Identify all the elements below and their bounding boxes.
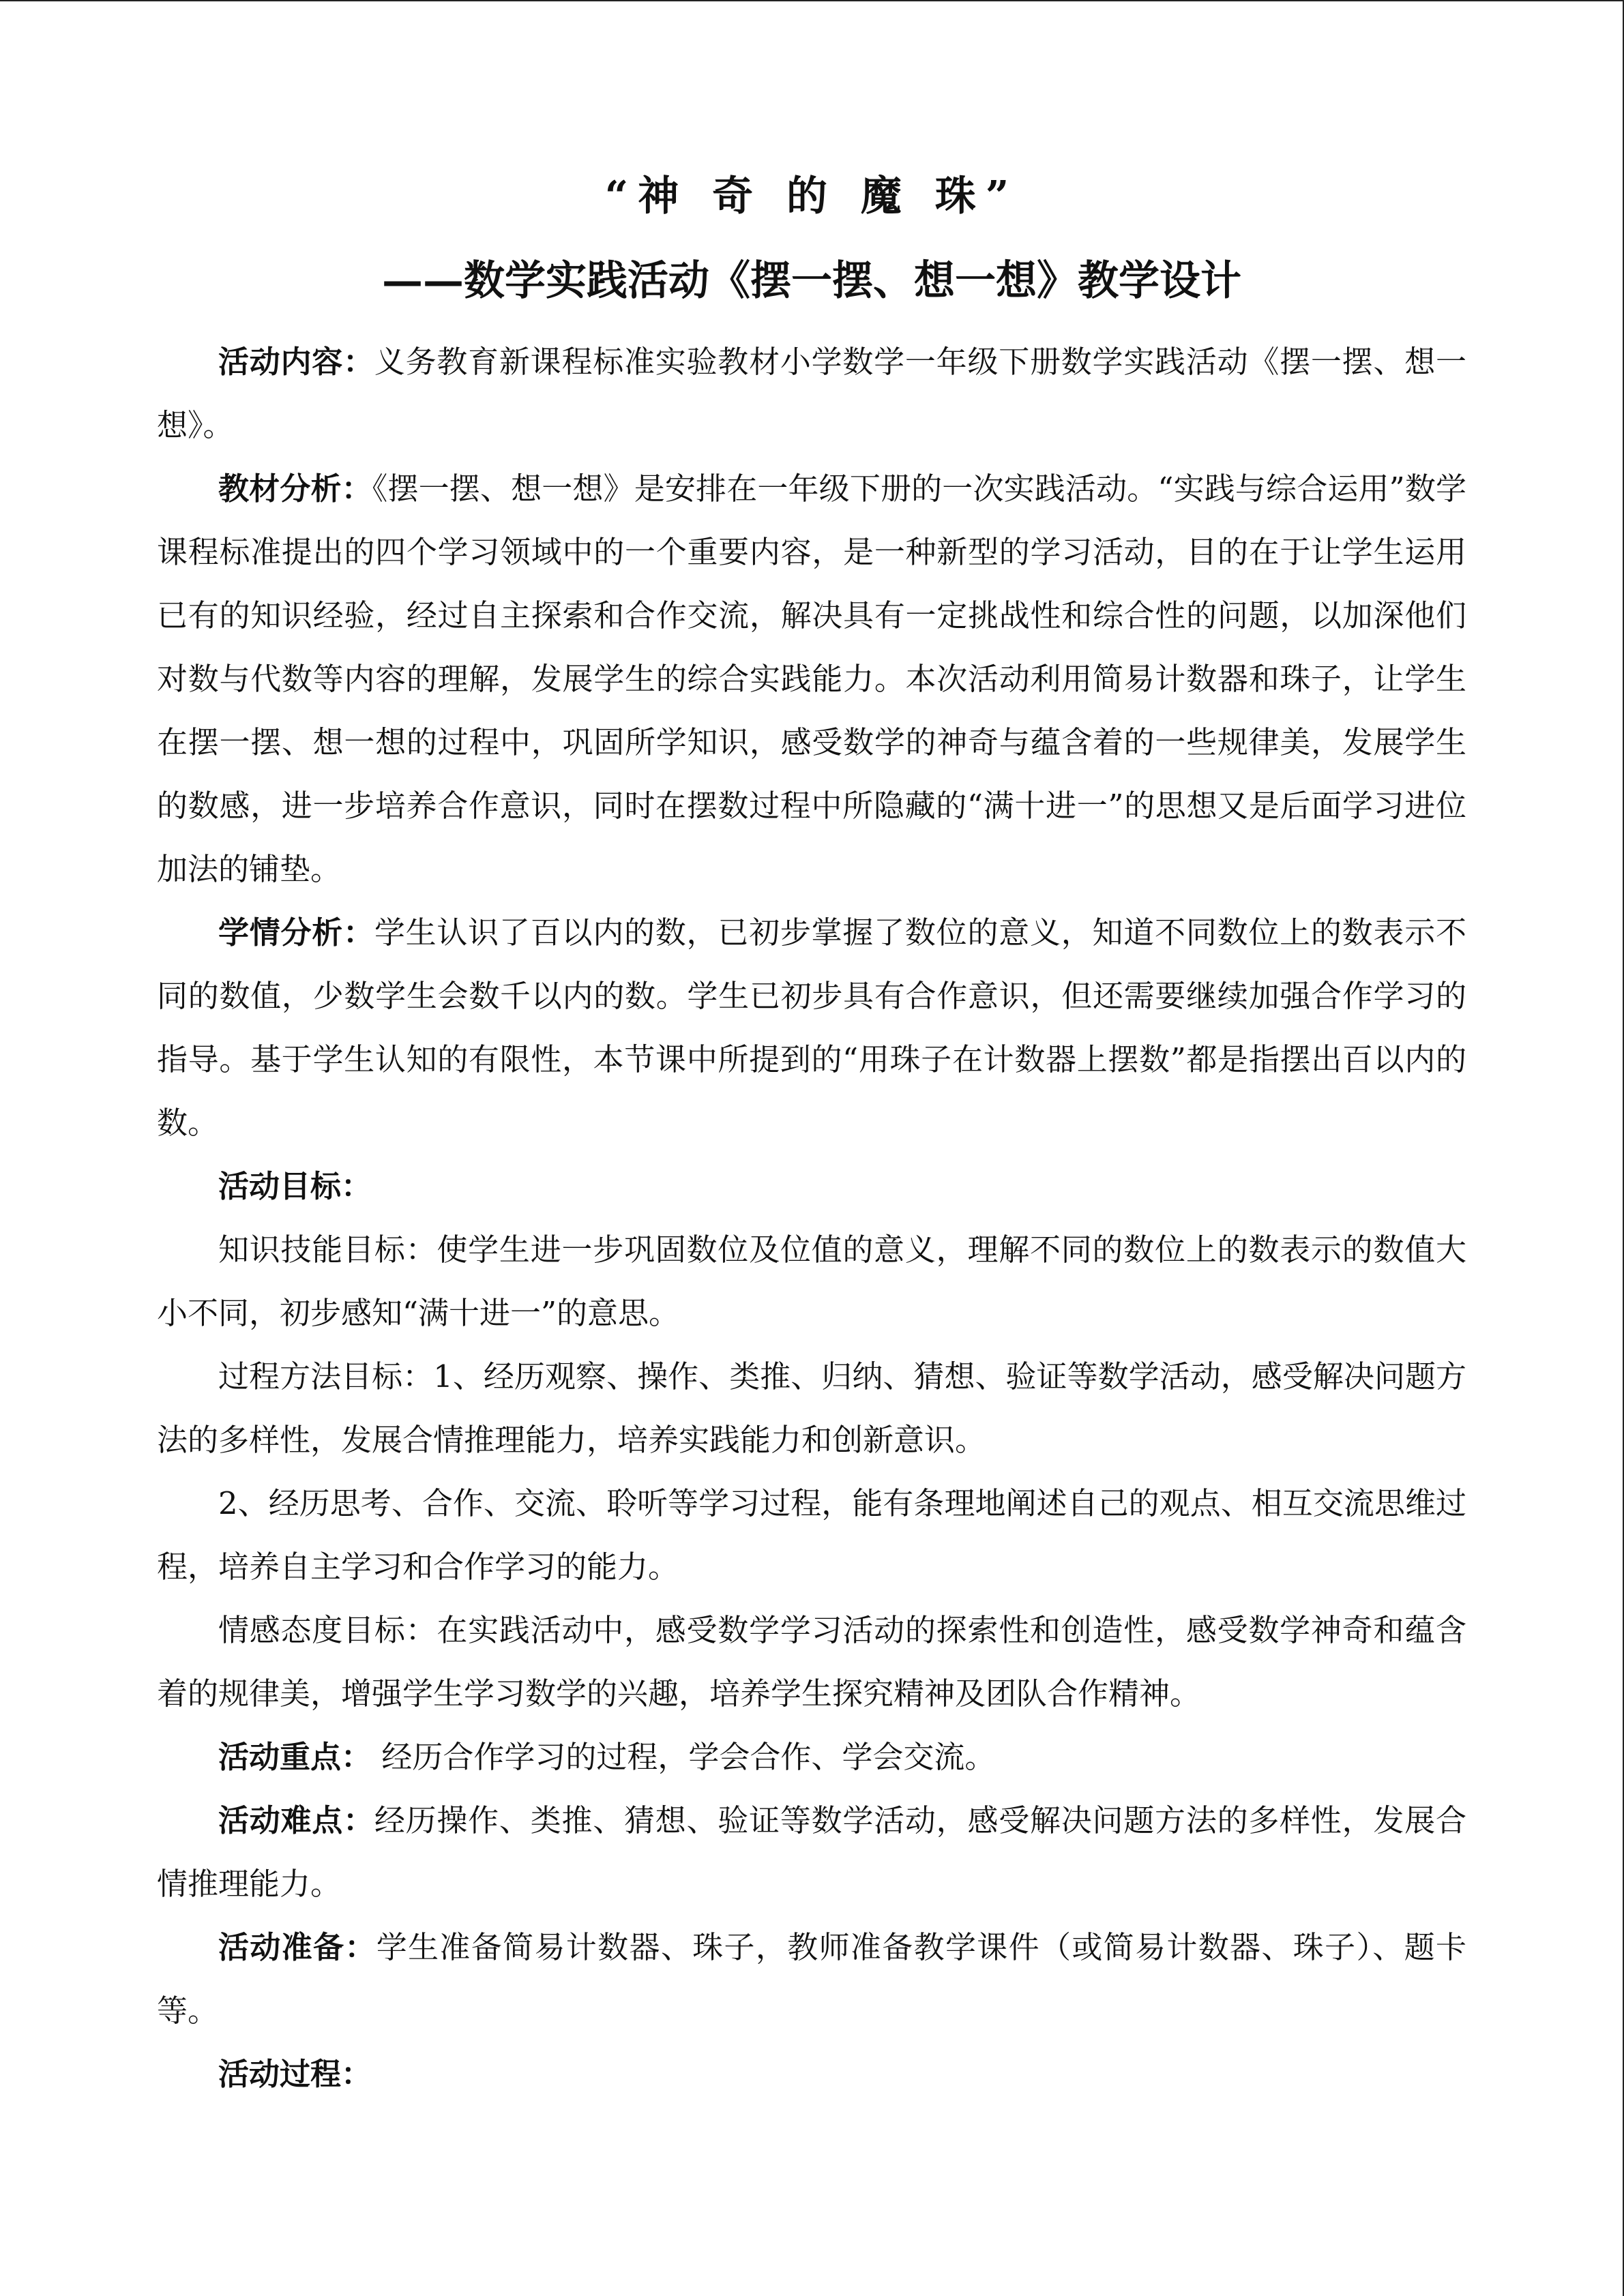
section-activity-content [157,330,1466,457]
section-label: 活动内容： [218,344,374,380]
section-text: 2、经历思考、合作、交流、聆听等学习过程，能有条理地阐述自己的观点、相互交流思维过程，培养自主学习和合作学习的能力。 [157,1485,1466,1585]
section-text: 经历操作、类推、猜想、验证等数学活动，感受解决问题方法的多样性，发展合情推理能力。 [157,1802,1466,1902]
section-label: 活动过程： [218,2056,372,2092]
section-label: 教材分析： [218,471,372,507]
document-subtitle: ——数学实践活动《摆一摆、想一想》教学设计 [382,257,1241,305]
section-knowledge-goal [157,1218,1466,1345]
section-process-goal [157,1345,1466,1472]
section-label: 活动难点： [218,1802,374,1838]
section-label: 学情分析： [218,914,374,951]
section-text: 知识技能目标：使学生进一步巩固数位及位值的意义，理解不同的数位上的数表示的数值大小不同，初步感知“满十进一”的意思。 [157,1232,1466,1331]
section-activity-process [157,2042,1466,2106]
section-preparation [157,1915,1466,2042]
section-text: 学生认识了百以内的数，已初步掌握了数位的意义，知道不同数位上的数表示不同的数值，少数学生会数千以内的数。学生已初步具有合作意识，但还需要继续加强合作学习的指导。基于学生认知的有限性，本节课中所提到的“用珠子在计数器上摆数”都是指摆出百以内的数。 [157,914,1466,1141]
section-label: 活动重点： [218,1739,372,1775]
section-text: 过程方法目标：1、经历观察、操作、类推、归纳、猜想、验证等数学活动，感受解决问题方法的多样性，发展合情推理能力，培养实践能力和创新意识。 [157,1358,1466,1458]
section-process-goal-2 [157,1472,1466,1598]
section-student-analysis [157,901,1466,1154]
section-text: 义务教育新课程标准实验教材小学数学一年级下册数学实践活动《摆一摆、想一想》。 [157,344,1466,443]
section-text: 学生准备简易计数器、珠子，教师准备教学课件（或简易计数器、珠子）、题卡等。 [157,1929,1466,2029]
section-label: 活动目标： [218,1168,372,1204]
section-emotion-goal [157,1598,1466,1725]
section-difficulty [157,1789,1466,1915]
section-textbook-analysis [157,457,1466,901]
section-label: 活动准备： [218,1929,377,1965]
document-title: “神 奇 的 魔 珠” [604,173,1019,220]
section-activity-goals [157,1154,1466,1218]
section-text: 《摆一摆、想一想》是安排在一年级下册的一次实践活动。“实践与综合运用”数学课程标准提出的四个学习领域中的一个重要内容，是一种新型的学习活动，目的在于让学生运用已有的知识经验，经过自主探索和合作交流，解决具有一定挑战性和综合性的问题，以加深他们对数与代数等内容的理解，发展学生的综合实践能力。本次活动利用简易计数器和珠子，让学生在摆一摆、想一想的过程中，巩固所学知识，感受数学的神奇与蕴含着的一些规律美，发展学生的数感，进一步培养合作意识，同时在摆数过程中所隐藏的“满十进一”的思想又是后面学习进位加法的铺垫。 [157,471,1466,887]
section-text: 经历合作学习的过程，学会合作、学会交流。 [372,1739,996,1775]
section-text: 情感态度目标：在实践活动中，感受数学学习活动的探索性和创造性，感受数学神奇和蕴含着的规律美，增强学生学习数学的兴趣，培养学生探究精神及团队合作精神。 [157,1612,1466,1712]
section-key-point [157,1725,1466,1789]
